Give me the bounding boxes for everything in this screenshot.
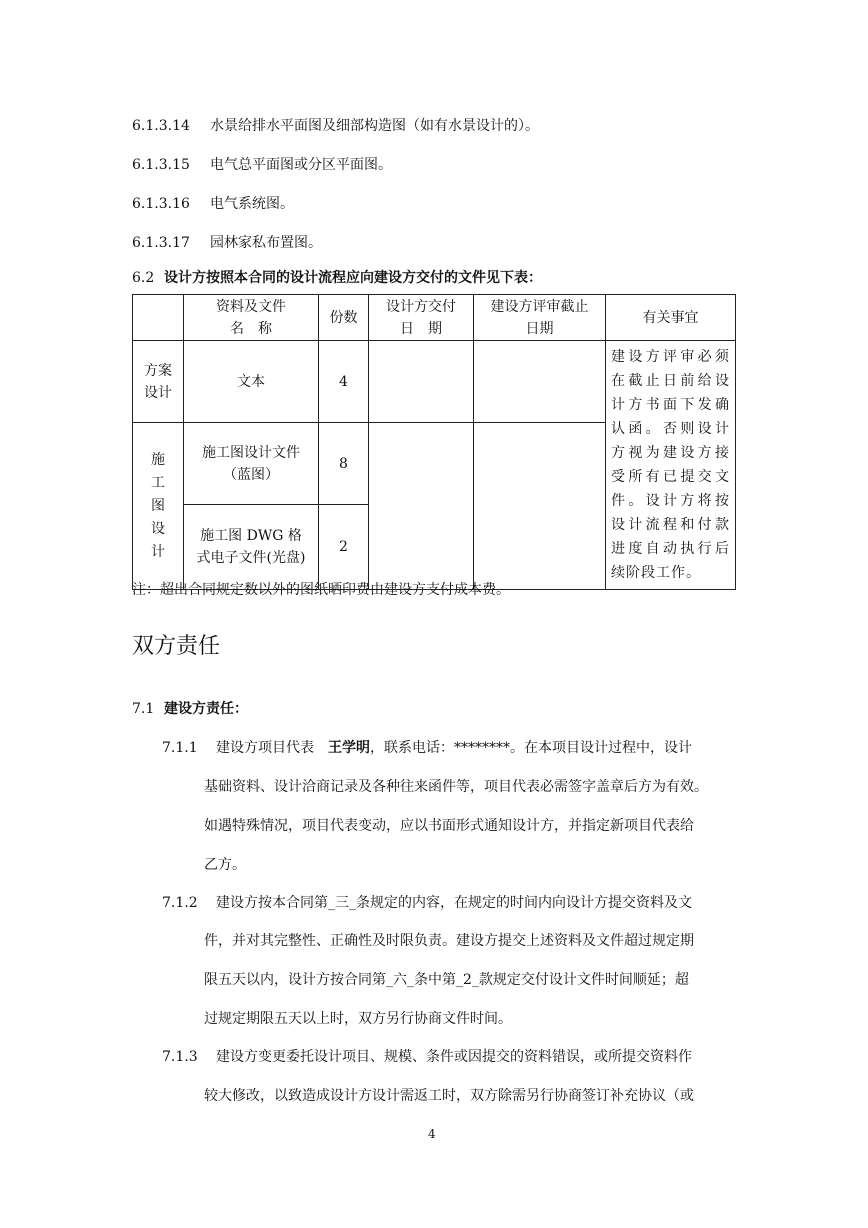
section-title: 设计方按照本合同的设计流程应向建设方交付的文件见下表： (164, 270, 542, 286)
item-number: 6.1.3.15 (132, 157, 190, 173)
paragraph-blank: _2_ (456, 972, 479, 988)
header-remarks: 有关事宜 (606, 295, 736, 341)
section-number: 6.2 (132, 270, 155, 286)
construction-doc-blueprint: 施工图设计文件 （蓝图） (184, 423, 319, 505)
article-blank: _三_ (328, 895, 356, 911)
item-text: 电气系统图。 (210, 196, 294, 212)
construction-blueprint-copies: 8 (319, 423, 369, 505)
header-delivery-date: 设计方交付 日 期 (369, 295, 474, 341)
clause-7-1-1-line: 如遇特殊情况，项目代表变动，应以书面形式通知设计方，并指定新项目代表给 (204, 818, 694, 834)
clause-7-1-1-line: 7.1.1 建设方项目代表 王学明，联系电话：********。在本项目设计过程中，设计 (162, 740, 692, 756)
stage-construction: 施 工 图 设 计 (133, 423, 184, 590)
article-blank: _六_ (386, 972, 414, 988)
deliverables-table (132, 294, 736, 590)
table-header-row (133, 295, 736, 341)
scheme-doc: 文本 (184, 341, 319, 423)
construction-review-deadline (474, 423, 606, 590)
section-heading-6-2 (132, 268, 542, 288)
clause-7-1-2-line: 7.1.2 建设方按本合同第_三_条规定的内容，在规定的时间内向设计方提交资料及文 (162, 895, 692, 911)
construction-delivery-date (369, 423, 474, 590)
scheme-copies: 4 (319, 341, 369, 423)
representative-name: 王学明 (328, 740, 370, 756)
header-copies: 份数 (319, 295, 369, 341)
list-item (132, 155, 392, 175)
clause-number: 7.1.3 (162, 1049, 198, 1065)
section-number: 7.1 (132, 701, 155, 717)
list-item (132, 116, 539, 136)
clause-7-1-2-line: 件，并对其完整性、正确性及时限负责。建设方提交上述资料及文件超过规定期 (204, 933, 694, 949)
item-text: 园林家私布置图。 (210, 235, 322, 251)
table-row (133, 341, 736, 423)
clause-number: 7.1.2 (162, 895, 198, 911)
item-number: 6.1.3.16 (132, 196, 190, 212)
clause-7-1-3-line: 7.1.3 建设方变更委托设计项目、规模、条件或因提交的资料错误，或所提交资料作 (162, 1049, 692, 1065)
item-number: 6.1.3.14 (132, 118, 190, 134)
clause-7-1-1-line: 乙方。 (204, 857, 246, 873)
item-number: 6.1.3.17 (132, 235, 190, 251)
clause-7-1-3-line: 较大修改，以致造成设计方设计需返工时，双方除需另行协商签订补充协议（或 (204, 1088, 694, 1104)
stage-scheme: 方案设计 (133, 341, 184, 423)
section-heading-7-1 (132, 699, 248, 719)
header-review-deadline: 建设方评审截止 日期 (474, 295, 606, 341)
item-text: 水景给排水平面图及细部构造图（如有水景设计的）。 (210, 118, 539, 134)
item-text: 电气总平面图或分区平面图。 (210, 157, 392, 173)
clause-number: 7.1.1 (162, 740, 198, 756)
construction-dwg-copies: 2 (319, 505, 369, 590)
section-title: 建设方责任： (164, 701, 248, 717)
clause-7-1-1-line: 基础资料、设计洽商记录及各种往来函件等，项目代表必需签字盖章后方为有效。 (204, 779, 708, 795)
scheme-delivery-date (369, 341, 474, 423)
list-item (132, 233, 322, 253)
list-item (132, 194, 294, 214)
header-stage (133, 295, 184, 341)
scheme-review-deadline (474, 341, 606, 423)
chapter-title: 双方责任 (132, 634, 221, 659)
table-note: 注：超出合同规定数以外的图纸晒印费由建设方支付成本费。 (132, 582, 510, 598)
header-documents: 资料及文件 名 称 (184, 295, 319, 341)
page-number: 4 (428, 1127, 436, 1141)
construction-doc-dwg: 施工图 DWG 格 式电子文件(光盘) (184, 505, 319, 590)
clause-7-1-2-line: 限五天以内，设计方按合同第_六_条中第_2_款规定交付设计文件时间顺延；超 (204, 972, 689, 988)
clause-7-1-2-line: 过规定期限五天以上时，双方另行协商文件时间。 (204, 1011, 512, 1027)
remarks-cell: 建设方评审必须在截止日前给设计方书面下发确认函。否则设计方视为建设方接受所有已提交文件。设计方将按设计流程和付款进度自动执行后续阶段工作。 (606, 341, 736, 590)
